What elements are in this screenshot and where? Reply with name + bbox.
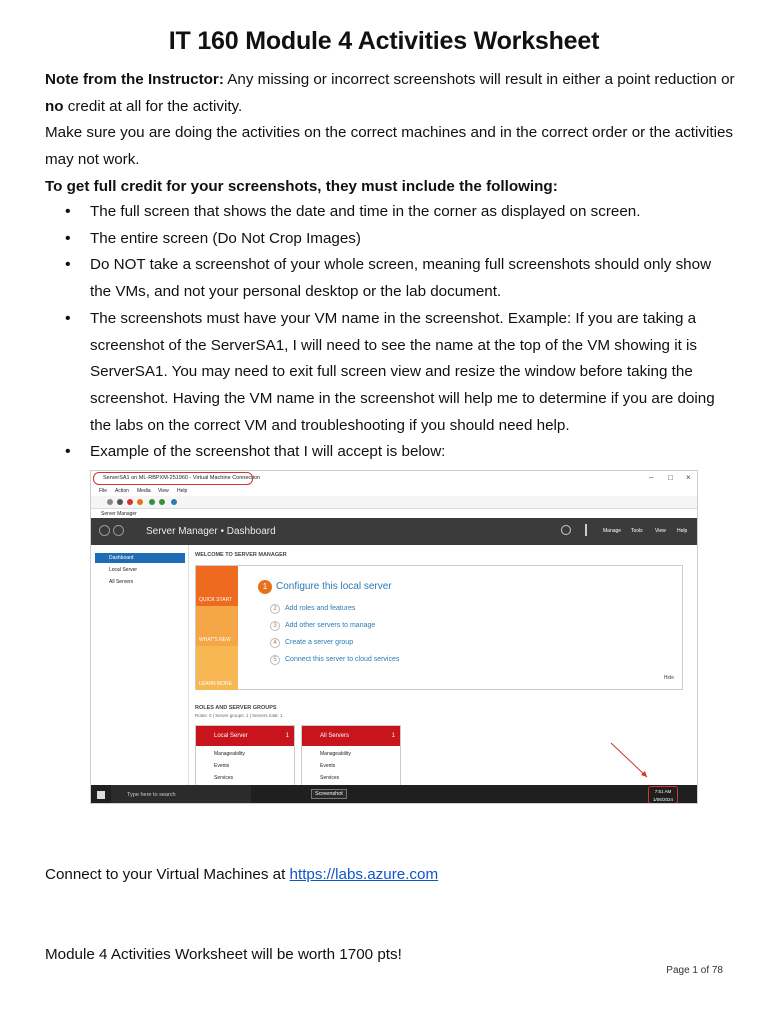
card-line: Events	[214, 763, 230, 769]
card-line: Manageability	[320, 751, 351, 757]
maximize-icon[interactable]: □	[668, 473, 673, 482]
connect-cloud-link[interactable]: 5 Connect this server to cloud services	[270, 655, 399, 665]
all-servers-card[interactable]: All Servers 1 Manageability Events Services	[301, 725, 401, 790]
pause-icon[interactable]	[149, 499, 155, 505]
create-group-link[interactable]: 4 Create a server group	[270, 638, 353, 648]
refresh-icon[interactable]	[561, 525, 571, 535]
list-item: • The entire screen (Do Not Crop Images)	[45, 226, 735, 253]
note-no: no	[45, 98, 64, 115]
sidebar-item-local-server[interactable]: Local Server	[109, 567, 138, 573]
vm-window-title: ServerSA1 on ML-RBPXM-251960 - Virtual Machine Connection	[103, 475, 261, 481]
quick-start-panel	[195, 565, 683, 690]
taskbar-clock: 7:51 AM 1/06/2024	[648, 786, 678, 804]
card-line: Manageability	[214, 751, 245, 757]
page-number: Page 1 of 78	[666, 965, 723, 976]
manage-menu[interactable]: Manage	[603, 528, 622, 534]
taskbar-search[interactable]: Type here to search	[111, 785, 251, 804]
connect-text: Connect to your Virtual Machines at	[45, 866, 290, 883]
list-item: • Example of the screenshot that I will accept is below:	[45, 439, 735, 466]
shutdown-icon[interactable]	[137, 499, 143, 505]
server-manager-sidebar	[91, 545, 189, 785]
add-servers-link[interactable]: 3 Add other servers to manage	[270, 621, 375, 631]
menu-view[interactable]: View	[158, 488, 169, 494]
local-server-card[interactable]: Local Server 1 Manageability Events Services	[195, 725, 295, 790]
close-icon[interactable]: ×	[686, 473, 691, 482]
windows-start-icon[interactable]	[97, 791, 105, 799]
checkpoint-icon[interactable]	[171, 499, 177, 505]
vm-menubar	[91, 487, 698, 496]
whats-new-tab[interactable]: WHAT'S NEW	[196, 606, 238, 646]
back-icon[interactable]	[99, 525, 110, 536]
flag-icon[interactable]	[585, 524, 587, 536]
menu-media[interactable]: Media	[137, 488, 151, 494]
breadcrumb: Server Manager • Dashboard	[146, 526, 276, 537]
labs-azure-link[interactable]: https://labs.azure.com	[289, 866, 439, 883]
note-text-2: credit at all for the activity.	[63, 98, 243, 115]
menu-help[interactable]: Help	[177, 488, 188, 494]
list-item: • The screenshots must have your VM name in the screenshot. Example: If you are taking a screenshot of the ServerSA1, I will need to see the name at the top of the VM showing it is ServerSA1. You may need to exit full screen view and resize the window before taking the screenshot. Having the VM name in the screenshot will help me to determine if you are doing the labs on the correct VM and troubleshooting if you should need help.	[45, 306, 735, 440]
windows-taskbar	[91, 785, 698, 804]
screenshot-tooltip: Screenshot	[311, 789, 347, 799]
list-item: • Do NOT take a screenshot of your whole screen, meaning full screenshots should only show the VMs, and not your personal desktop or the lab document.	[45, 252, 735, 305]
hide-link[interactable]: Hide	[663, 675, 674, 681]
roles-heading: ROLES AND SERVER GROUPS	[195, 705, 277, 711]
vm-name-highlight	[93, 472, 253, 485]
instructor-note	[45, 66, 735, 120]
welcome-heading: WELCOME TO SERVER MANAGER	[195, 552, 287, 558]
note-label: Note from the Instructor:	[45, 71, 224, 88]
add-roles-link[interactable]: 2 Add roles and features	[270, 604, 355, 614]
requirements-list	[45, 199, 735, 466]
ctrl-alt-del-icon[interactable]	[107, 499, 113, 505]
server-manager-title: Server Manager	[101, 511, 137, 517]
reset-icon[interactable]	[159, 499, 165, 505]
minimize-icon[interactable]: –	[649, 473, 654, 482]
server-manager-titlebar	[91, 508, 698, 518]
quick-start-tab[interactable]: QUICK START	[196, 566, 238, 606]
configure-local-server-link[interactable]: Configure this local server	[276, 581, 392, 592]
forward-icon[interactable]	[113, 525, 124, 536]
note-text-1: Any missing or incorrect screenshots will result in either a point reduction or	[223, 71, 735, 88]
menu-file[interactable]: File	[99, 488, 108, 494]
connect-paragraph	[45, 861, 735, 888]
clock-arrow-icon	[609, 741, 651, 781]
correct-machines-paragraph: Make sure you are doing the activities on the correct machines and in the correct order or the activities may not work.	[45, 124, 733, 168]
start-icon[interactable]	[117, 499, 123, 505]
menu-action[interactable]: Action	[115, 488, 129, 494]
full-credit-heading: To get full credit for your screenshots, they must include the following:	[45, 178, 558, 195]
sidebar-item-dashboard[interactable]: Dashboard	[95, 553, 185, 563]
tools-menu[interactable]: Tools	[631, 528, 643, 534]
page-title: IT 160 Module 4 Activities Worksheet	[168, 27, 600, 55]
learn-more-tab[interactable]: LEARN MORE	[196, 646, 238, 690]
example-screenshot	[90, 470, 698, 804]
vm-toolbar	[91, 496, 698, 508]
turn-off-icon[interactable]	[127, 499, 133, 505]
card-line: Services	[320, 775, 340, 781]
step-1-icon: 1	[258, 580, 272, 594]
help-menu[interactable]: Help	[677, 528, 688, 534]
worth-paragraph: Module 4 Activities Worksheet will be worth 1700 pts!	[45, 946, 402, 963]
server-manager-header	[91, 518, 698, 545]
card-line: Events	[320, 763, 336, 769]
view-menu[interactable]: View	[655, 528, 666, 534]
card-line: Services	[214, 775, 234, 781]
list-item: • The full screen that shows the date and time in the corner as displayed on screen.	[45, 199, 735, 226]
sidebar-item-all-servers[interactable]: All Servers	[109, 579, 134, 585]
roles-summary: Roles: 0 | Server groups: 1 | Servers total: 1	[195, 713, 283, 718]
